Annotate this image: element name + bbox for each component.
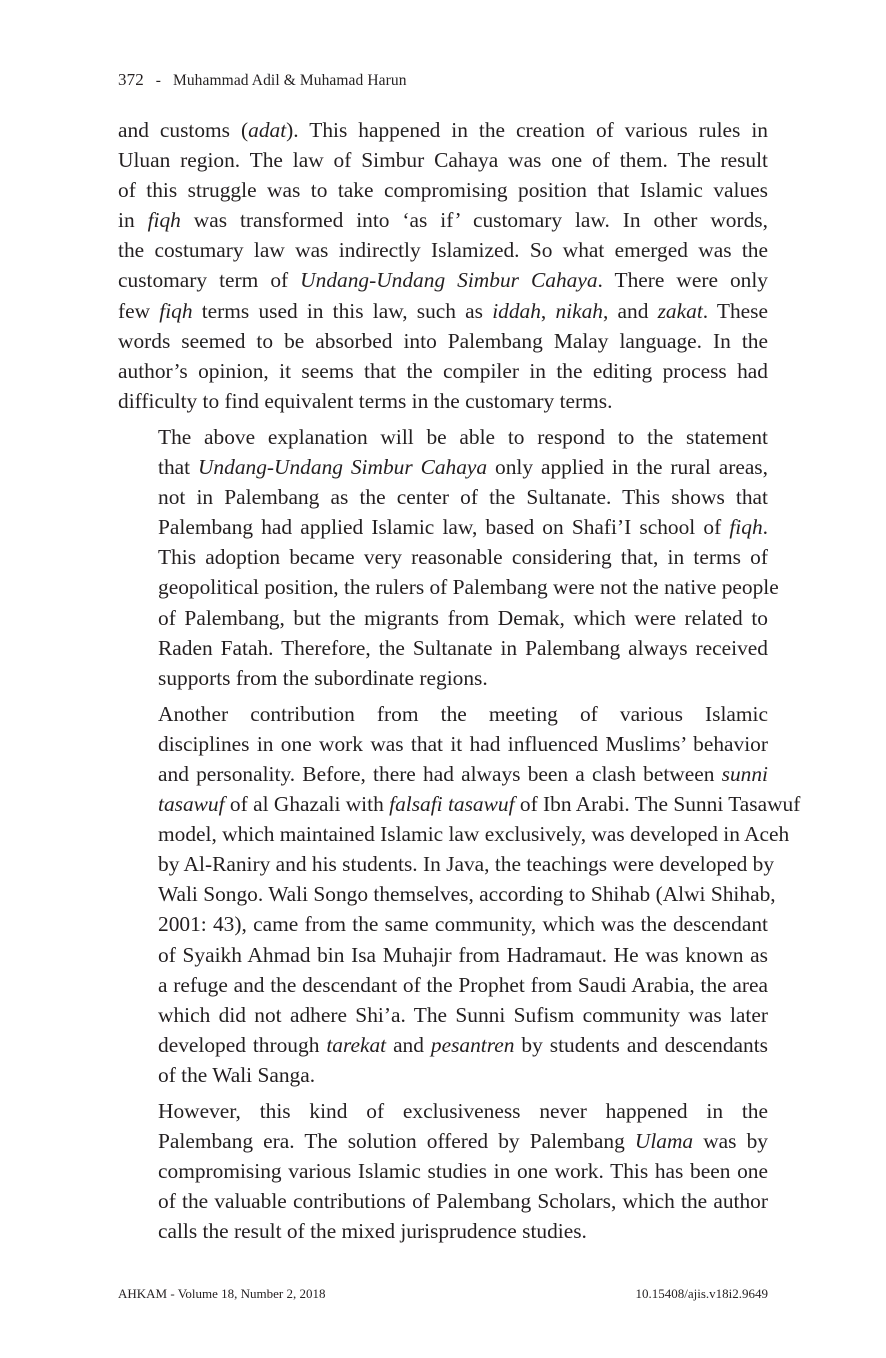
text-run: was transformed into ‘as if’ customary law. In other words, <box>180 208 768 233</box>
text-run: geopolitical position, the rulers of Palembang were not the native people <box>158 575 779 600</box>
text-line <box>118 1126 768 1156</box>
header-separator: - <box>155 72 162 89</box>
text-line <box>118 940 768 970</box>
text-run: compromising various Islamic studies in one work. This has been one <box>158 1159 768 1184</box>
text-run: author’s opinion, it seems that the compiler in the editing process had <box>118 358 768 383</box>
text-run: customary term of <box>118 268 301 293</box>
text-run: developed through <box>158 1032 327 1057</box>
text-run: the costumary law was indirectly Islamized. So what emerged was the <box>118 238 768 263</box>
text-line <box>118 422 768 452</box>
text-line <box>118 970 768 1000</box>
text-line <box>118 235 768 265</box>
text-run: not in Palembang as the center of the Sultanate. This shows that <box>158 485 768 510</box>
text-run: words seemed to be absorbed into Palembang Malay language. In the <box>118 328 768 353</box>
text-line <box>118 729 768 759</box>
text-run: of Ibn Arabi. The Sunni Tasawuf <box>514 792 801 817</box>
text-run: Another contribution from the meeting of various Islamic <box>158 701 768 726</box>
text-run: difficulty to find equivalent terms in the customary terms. <box>118 388 613 413</box>
text-run: Raden Fatah. Therefore, the Sultanate in Palembang always received <box>158 635 768 660</box>
text-line <box>118 699 768 729</box>
text-line <box>118 1030 768 1060</box>
text-run: . These <box>702 298 768 323</box>
text-line <box>118 452 768 482</box>
text-run: ). This happened in the creation of various rules in <box>286 118 768 142</box>
text-run: that <box>158 455 198 480</box>
text-line <box>118 879 776 909</box>
text-run: of this struggle was to take compromising position that Islamic values <box>118 178 768 203</box>
text-line <box>118 1000 768 1030</box>
text-run: which did not adhere Shi’a. The Sunni Sufism community was later <box>158 1002 768 1027</box>
text-run: , <box>540 298 556 323</box>
italic-term: falsafi tasawuf <box>389 792 515 817</box>
text-line <box>118 296 768 326</box>
text-run: only applied in the rural areas, <box>487 455 768 480</box>
text-line <box>118 1060 768 1090</box>
text-run: of Syaikh Ahmad bin Isa Muhajir from Hadramaut. He was known as <box>158 942 768 967</box>
text-run: of al Ghazali with <box>224 792 390 817</box>
text-run: Palembang had applied Islamic law, based on Shafi’I school of <box>158 515 730 540</box>
paragraph <box>118 422 779 693</box>
text-run: disciplines in one work was that it had influenced Muslims’ behavior <box>158 731 768 756</box>
text-run: Uluan region. The law of Simbur Cahaya was one of them. The result <box>118 148 768 173</box>
text-line <box>118 572 779 602</box>
italic-term: sunni <box>721 761 768 786</box>
text-line <box>118 1216 768 1246</box>
italic-term: tarekat <box>326 1032 387 1057</box>
text-run: The above explanation will be able to respond to the statement <box>158 424 768 449</box>
text-run: and <box>386 1032 431 1057</box>
text-run: and customs ( <box>118 118 249 142</box>
text-line <box>118 1096 768 1126</box>
text-line <box>118 326 768 356</box>
text-run: calls the result of the mixed jurisprudence studies. <box>158 1219 587 1244</box>
text-run: model, which maintained Islamic law exclusively, was developed in Aceh <box>158 822 790 847</box>
text-line <box>118 542 768 572</box>
paragraph <box>118 115 768 416</box>
text-run: , and <box>603 298 658 323</box>
text-run: in <box>118 208 148 233</box>
paragraph <box>118 1096 768 1246</box>
text-line <box>118 819 790 849</box>
article-body <box>118 115 801 1252</box>
text-run: supports from the subordinate regions. <box>158 665 488 690</box>
text-line <box>118 1186 768 1216</box>
text-line <box>118 356 768 386</box>
paragraph <box>118 699 801 1090</box>
text-run: of the Wali Sanga. <box>158 1062 316 1087</box>
text-line <box>118 205 768 235</box>
text-line <box>118 849 775 879</box>
text-line <box>118 265 768 295</box>
text-line <box>118 789 801 819</box>
text-line <box>118 512 768 542</box>
text-line <box>118 909 768 939</box>
text-line <box>118 482 768 512</box>
text-line <box>118 759 768 789</box>
text-run: terms used in this law, such as <box>192 298 493 323</box>
page-number: 372 <box>118 70 144 89</box>
text-run: Wali Songo. Wali Songo themselves, according to Shihab (Alwi Shihab, <box>158 882 776 907</box>
text-line <box>118 386 768 416</box>
running-head <box>118 70 407 90</box>
text-line <box>118 633 768 663</box>
text-run: was by <box>693 1129 769 1154</box>
italic-term: nikah <box>555 298 603 323</box>
italic-term: Ulama <box>634 1129 694 1154</box>
text-run: by Al-Raniry and his students. In Java, the teachings were developed by <box>158 852 775 877</box>
text-run: and personality. Before, there had always been a clash between <box>158 761 722 786</box>
italic-term: Undang-Undang Simbur Cahaya <box>300 268 598 293</box>
text-run: by students and descendants <box>514 1032 768 1057</box>
italic-term: iddah <box>492 298 541 323</box>
italic-term: fiqh <box>147 208 181 233</box>
text-line <box>118 1156 768 1186</box>
text-line <box>118 115 768 145</box>
footer-doi: 10.15408/ajis.v18i2.9649 <box>635 1286 768 1301</box>
text-run: 2001: 43), came from the same community, which was the descendant <box>158 912 768 937</box>
header-authors: Muhammad Adil & Muhamad Harun <box>172 72 407 89</box>
text-run: few <box>118 298 160 323</box>
text-run: . <box>762 515 768 540</box>
text-run: This adoption became very reasonable considering that, in terms of <box>158 545 768 570</box>
italic-term: fiqh <box>729 515 763 540</box>
text-run: a refuge and the descendant of the Prophet from Saudi Arabia, the area <box>158 972 768 997</box>
text-line <box>118 175 768 205</box>
text-line <box>118 145 768 175</box>
italic-term: fiqh <box>159 298 193 323</box>
text-line <box>118 663 768 693</box>
italic-term: pesantren <box>430 1032 515 1057</box>
text-run: . There were only <box>597 268 769 293</box>
text-run: of the valuable contributions of Palembang Scholars, which the author <box>158 1189 768 1214</box>
italic-term: adat <box>248 118 287 142</box>
text-run: of Palembang, but the migrants from Demak, which were related to <box>158 605 768 630</box>
text-line <box>118 603 768 633</box>
footer-journal: AHKAM - Volume 18, Number 2, 2018 <box>118 1286 326 1301</box>
text-run: Palembang era. The solution offered by Palembang <box>158 1129 635 1154</box>
italic-term: Undang-Undang Simbur Cahaya <box>197 455 488 480</box>
italic-term: zakat <box>657 298 703 323</box>
text-run: However, this kind of exclusiveness never happened in the <box>158 1099 768 1123</box>
italic-term: tasawuf <box>158 792 225 817</box>
